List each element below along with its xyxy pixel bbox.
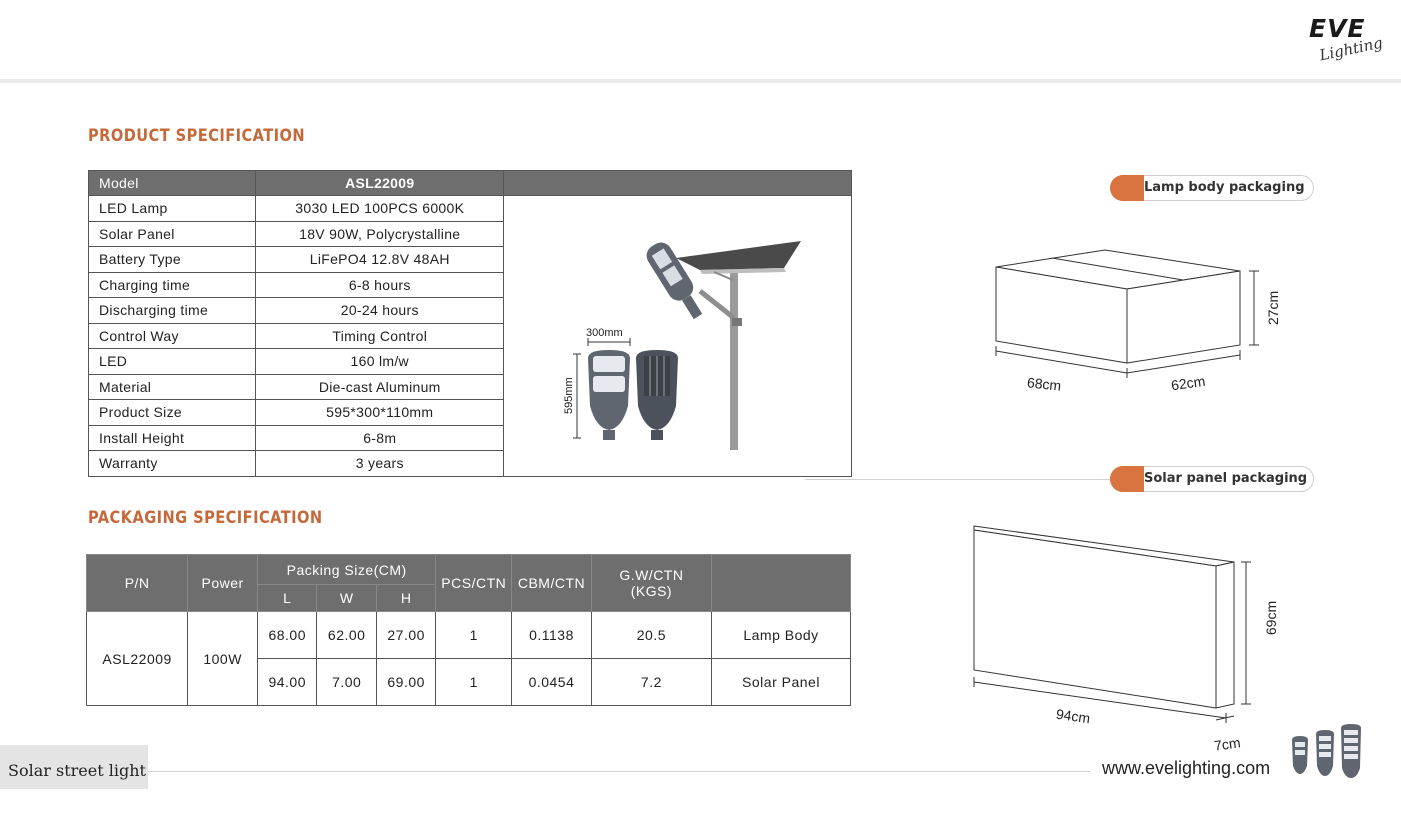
spec-label: LED xyxy=(89,349,256,375)
lamp-back-view xyxy=(636,350,678,440)
panel-box-width: 7cm xyxy=(1213,734,1242,754)
top-divider xyxy=(0,79,1401,83)
pack-header-w: W xyxy=(317,585,376,612)
product-spec-title: PRODUCT SPECIFICATION xyxy=(88,126,306,146)
lamp-packaging-label: Lamp body packaging xyxy=(1144,180,1305,195)
pack-h: 27.00 xyxy=(376,612,435,659)
pack-item: Solar Panel xyxy=(712,659,851,706)
spec-value: 20-24 hours xyxy=(256,298,504,324)
packaging-spec-title: PACKAGING SPECIFICATION xyxy=(88,508,323,528)
panel-box-height: 69cm xyxy=(1263,600,1280,636)
panel-box-diagram xyxy=(968,520,1268,745)
panel-packaging-pill xyxy=(1110,466,1314,492)
pack-pcs: 1 xyxy=(436,612,512,659)
section-divider xyxy=(805,479,1111,480)
product-spec-table xyxy=(88,170,852,477)
spec-label: Discharging time xyxy=(89,298,256,324)
spec-value: 6-8m xyxy=(256,425,504,451)
pack-cbm: 0.1138 xyxy=(512,612,592,659)
spec-value: 3030 LED 100PCS 6000K xyxy=(256,196,504,222)
spec-label: Solar Panel xyxy=(89,221,256,247)
brand-tagline: Lighting xyxy=(1317,33,1385,65)
lamp-box-width: 62cm xyxy=(1170,372,1207,394)
pill-accent xyxy=(1110,466,1144,492)
spec-label: Install Height xyxy=(89,425,256,451)
footer-product-label: Solar street light xyxy=(8,761,146,780)
pack-header-blank xyxy=(712,555,851,612)
spec-value: LiFePO4 12.8V 48AH xyxy=(256,247,504,273)
lamp-head xyxy=(643,238,710,323)
brand-logo xyxy=(1305,14,1385,70)
pack-l: 94.00 xyxy=(258,659,317,706)
lamp-arm xyxy=(700,291,734,318)
lamp-front-view xyxy=(588,350,630,440)
spec-row xyxy=(89,196,852,222)
pack-header-cbm: CBM/CTN xyxy=(512,555,592,612)
spec-label: Warranty xyxy=(89,451,256,477)
lamp-box-height: 27cm xyxy=(1265,290,1282,326)
spec-label: Control Way xyxy=(89,323,256,349)
pack-header-row xyxy=(87,555,851,585)
street-light-illustration xyxy=(504,196,850,474)
pack-header-l: L xyxy=(258,585,317,612)
pack-header-gw: G.W/CTN (KGS) xyxy=(591,555,711,612)
footer-product-tab xyxy=(0,745,148,789)
spec-value: 6-8 hours xyxy=(256,272,504,298)
panel-box-length: 94cm xyxy=(1055,705,1092,727)
spec-value: 595*300*110mm xyxy=(256,400,504,426)
width-dim-label: 300mm xyxy=(586,327,623,339)
spec-label: Product Size xyxy=(89,400,256,426)
lamp-family-icon xyxy=(1290,724,1364,780)
pack-header-power: Power xyxy=(188,555,258,612)
spec-value: 3 years xyxy=(256,451,504,477)
pack-header-pcs: PCS/CTN xyxy=(436,555,512,612)
pack-header-pn: P/N xyxy=(87,555,188,612)
spec-value: 160 lm/w xyxy=(256,349,504,375)
solar-panel-icon xyxy=(676,241,801,270)
pack-row xyxy=(87,612,851,659)
brand-name: EVE xyxy=(1309,14,1366,43)
spec-label: Material xyxy=(89,374,256,400)
spec-value: Timing Control xyxy=(256,323,504,349)
footer-divider xyxy=(148,771,1090,772)
height-dim-label: 595mm xyxy=(563,377,576,414)
pack-w: 62.00 xyxy=(317,612,376,659)
spec-value: 18V 90W, Polycrystalline xyxy=(256,221,504,247)
pack-header-h: H xyxy=(376,585,435,612)
pole xyxy=(730,268,738,450)
pack-power: 100W xyxy=(188,612,258,706)
footer-url[interactable]: www.evelighting.com xyxy=(1102,758,1271,778)
pack-l: 68.00 xyxy=(258,612,317,659)
spec-header-blank xyxy=(504,171,852,196)
pack-item: Lamp Body xyxy=(712,612,851,659)
spec-label: LED Lamp xyxy=(89,196,256,222)
spec-header-value: ASL22009 xyxy=(256,171,504,196)
pack-gw: 7.2 xyxy=(591,659,711,706)
pack-cbm: 0.0454 xyxy=(512,659,592,706)
pack-h: 69.00 xyxy=(376,659,435,706)
pack-pcs: 1 xyxy=(436,659,512,706)
pack-w: 7.00 xyxy=(317,659,376,706)
lamp-packaging-pill xyxy=(1110,175,1314,201)
panel-packaging-label: Solar panel packaging xyxy=(1144,471,1308,486)
lamp-box-length: 68cm xyxy=(1026,374,1062,394)
pill-accent xyxy=(1110,175,1144,201)
pack-model: ASL22009 xyxy=(87,612,188,706)
packaging-table xyxy=(86,554,851,706)
spec-header-label: Model xyxy=(89,171,256,196)
spec-header-row xyxy=(89,171,852,196)
spec-label: Charging time xyxy=(89,272,256,298)
pack-header-size: Packing Size(CM) xyxy=(258,555,436,585)
spec-label: Battery Type xyxy=(89,247,256,273)
pack-gw: 20.5 xyxy=(591,612,711,659)
spec-value: Die-cast Aluminum xyxy=(256,374,504,400)
product-image-cell xyxy=(504,196,852,477)
